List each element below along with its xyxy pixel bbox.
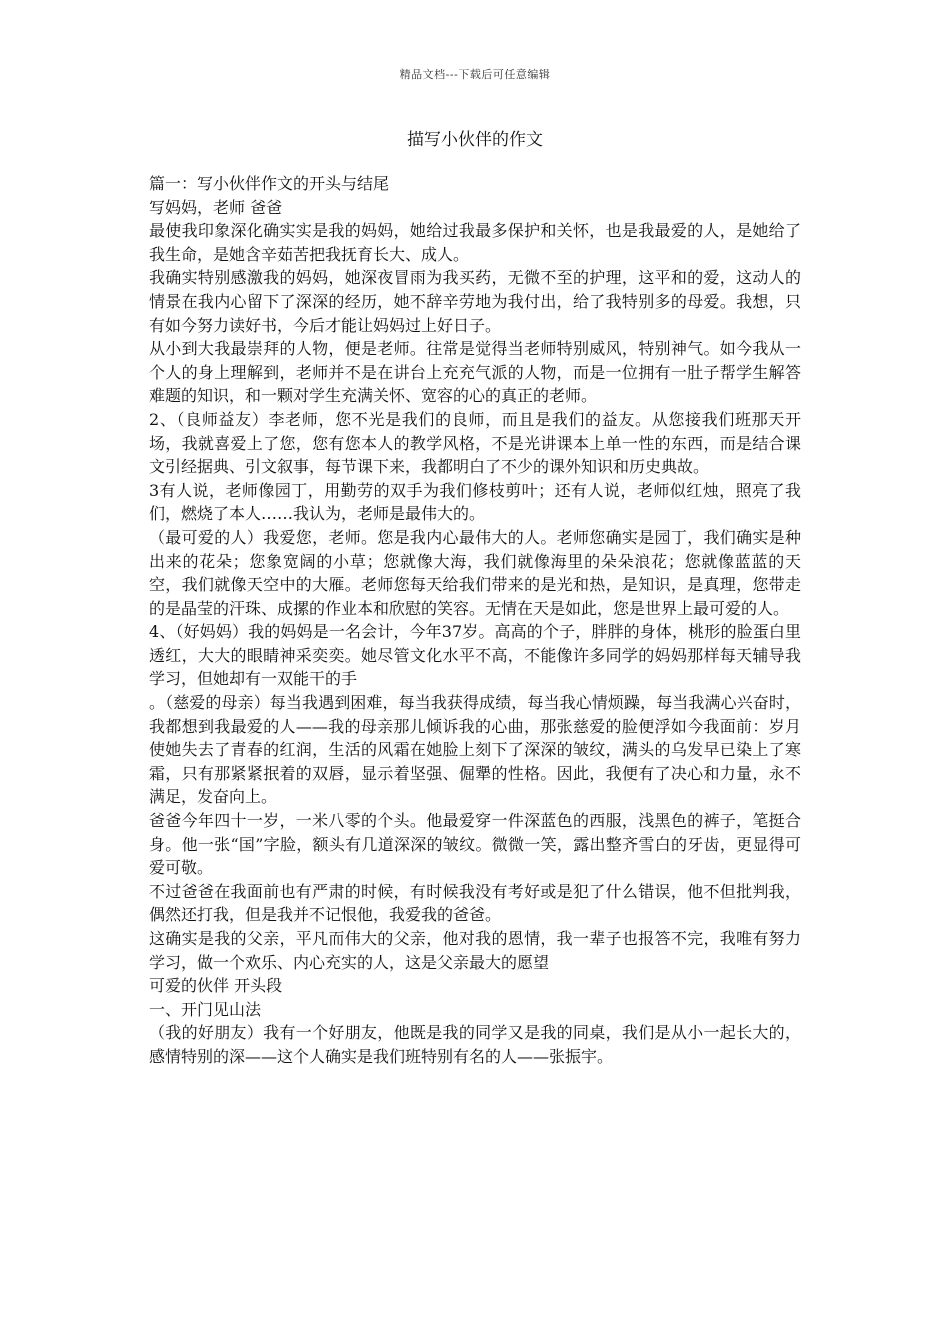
- paragraph: （我的好朋友）我有一个好朋友，他既是我的同学又是我的同桌，我们是从小一起长大的，感情特别的深——这个人确实是我们班特别有名的人——张振宇。: [149, 1023, 801, 1066]
- paragraph: 写妈妈，老师 爸爸: [149, 197, 283, 217]
- document-title: 描写小伙伴的作文: [407, 130, 543, 150]
- paragraph: 爸爸今年四十一岁，一米八零的个头。他最爱穿一件深蓝色的西服，浅黑色的裤子，笔挺合身。他一张“国”字脸，额头有几道深深的皱纹。微微一笑，露出整齐雪白的牙齿，更显得可爱可敬。: [149, 811, 801, 878]
- paragraph: 。（慈爱的母亲）每当我遇到困难，每当我获得成绩，每当我心情烦躁，每当我满心兴奋时，我都想到我最爱的人——我的母亲那儿倾诉我的心曲，那张慈爱的脸便浮如今我面前：岁月使她失去了青春的红润，生活的风霜在她脸上刻下了深深的皱纹，满头的乌发早已染上了寒霜，只有那紧紧抿着的双唇，显示着坚强、倔犟的性格。因此，我便有了决心和力量，永不满足，发奋向上。: [149, 693, 801, 807]
- paragraph: 我确实特别感激我的妈妈，她深夜冒雨为我买药，无微不至的护理，这平和的爱，这动人的情景在我内心留下了深深的经历，她不辞辛劳地为我付出，给了我特别多的母爱。我想，只有如今努力读好书，今后才能让妈妈过上好日子。: [149, 268, 801, 335]
- paragraph: 3有人说，老师像园丁，用勤劳的双手为我们修枝剪叶；还有人说，老师似红烛，照亮了我们，燃烧了本人……我认为，老师是最伟大的。: [149, 480, 801, 524]
- paragraph: 可爱的伙伴 开头段: [149, 976, 283, 996]
- paragraph: 4、（好妈妈）我的妈妈是一名会计，今年37岁。高高的个子，胖胖的身体，桃形的脸蛋白里透红，大大的眼睛神采奕奕。她尽管文化水平不高，不能像许多同学的妈妈那样每天辅导我学习，但她却有一双能干的手: [149, 622, 801, 689]
- paragraph: 篇一：写小伙伴作文的开头与结尾: [149, 174, 390, 193]
- paragraph: （最可爱的人）我爱您，老师。您是我内心最伟大的人。老师您确实是园丁，我们确实是种出来的花朵；您象宽阔的小草；您就像大海，我们就像海里的朵朵浪花；您就像蓝蓝的天空，我们就像天空中的大雁。老师您每天给我们带来的是光和热，是知识，是真理，您带走的是晶莹的汗珠、成摞的作业本和欣慰的笑容。无情在天是如此，您是世界上最可爱的人。: [149, 527, 801, 618]
- document-body: [149, 172, 801, 1069]
- paragraph: 2、（良师益友）李老师，您不光是我们的良师，而且是我们的益友。从您接我们班那天开场，我就喜爱上了您，您有您本人的教学风格，不是光讲课本上单一性的东西，而是结合课文引经据典、引文叙事，每节课下来，我都明白了不少的课外知识和历史典故。: [149, 409, 801, 477]
- paragraph: 从小到大我最崇拜的人物，便是老师。往常是觉得当老师特别威风，特别神气。如今我从一个人的身上理解到，老师并不是在讲台上充充气派的人物，而是一位拥有一肚子帮学生解答难题的知识，和一颗对学生充满关怀、宽容的心的真正的老师。: [149, 339, 801, 406]
- paragraph: 一、开门见山法: [149, 999, 262, 1019]
- paragraph: 这确实是我的父亲，平凡而伟大的父亲，他对我的恩情，我一辈子也报答不完，我唯有努力学习，做一个欢乐、内心充实的人，这是父亲最大的愿望: [149, 929, 801, 972]
- paragraph: 最使我印象深化确实实是我的妈妈，她给过我最多保护和关怀，也是我最爱的人，是她给了我生命，是她含辛茹苦把我抚育长大、成人。: [149, 221, 801, 264]
- paragraph: 不过爸爸在我面前也有严肃的时候，有时候我没有考好或是犯了什么错误，他不但批判我，偶然还打我，但是我并不记恨他，我爱我的爸爸。: [149, 881, 801, 925]
- page-header: 精品文档---下载后可任意编辑: [399, 68, 551, 81]
